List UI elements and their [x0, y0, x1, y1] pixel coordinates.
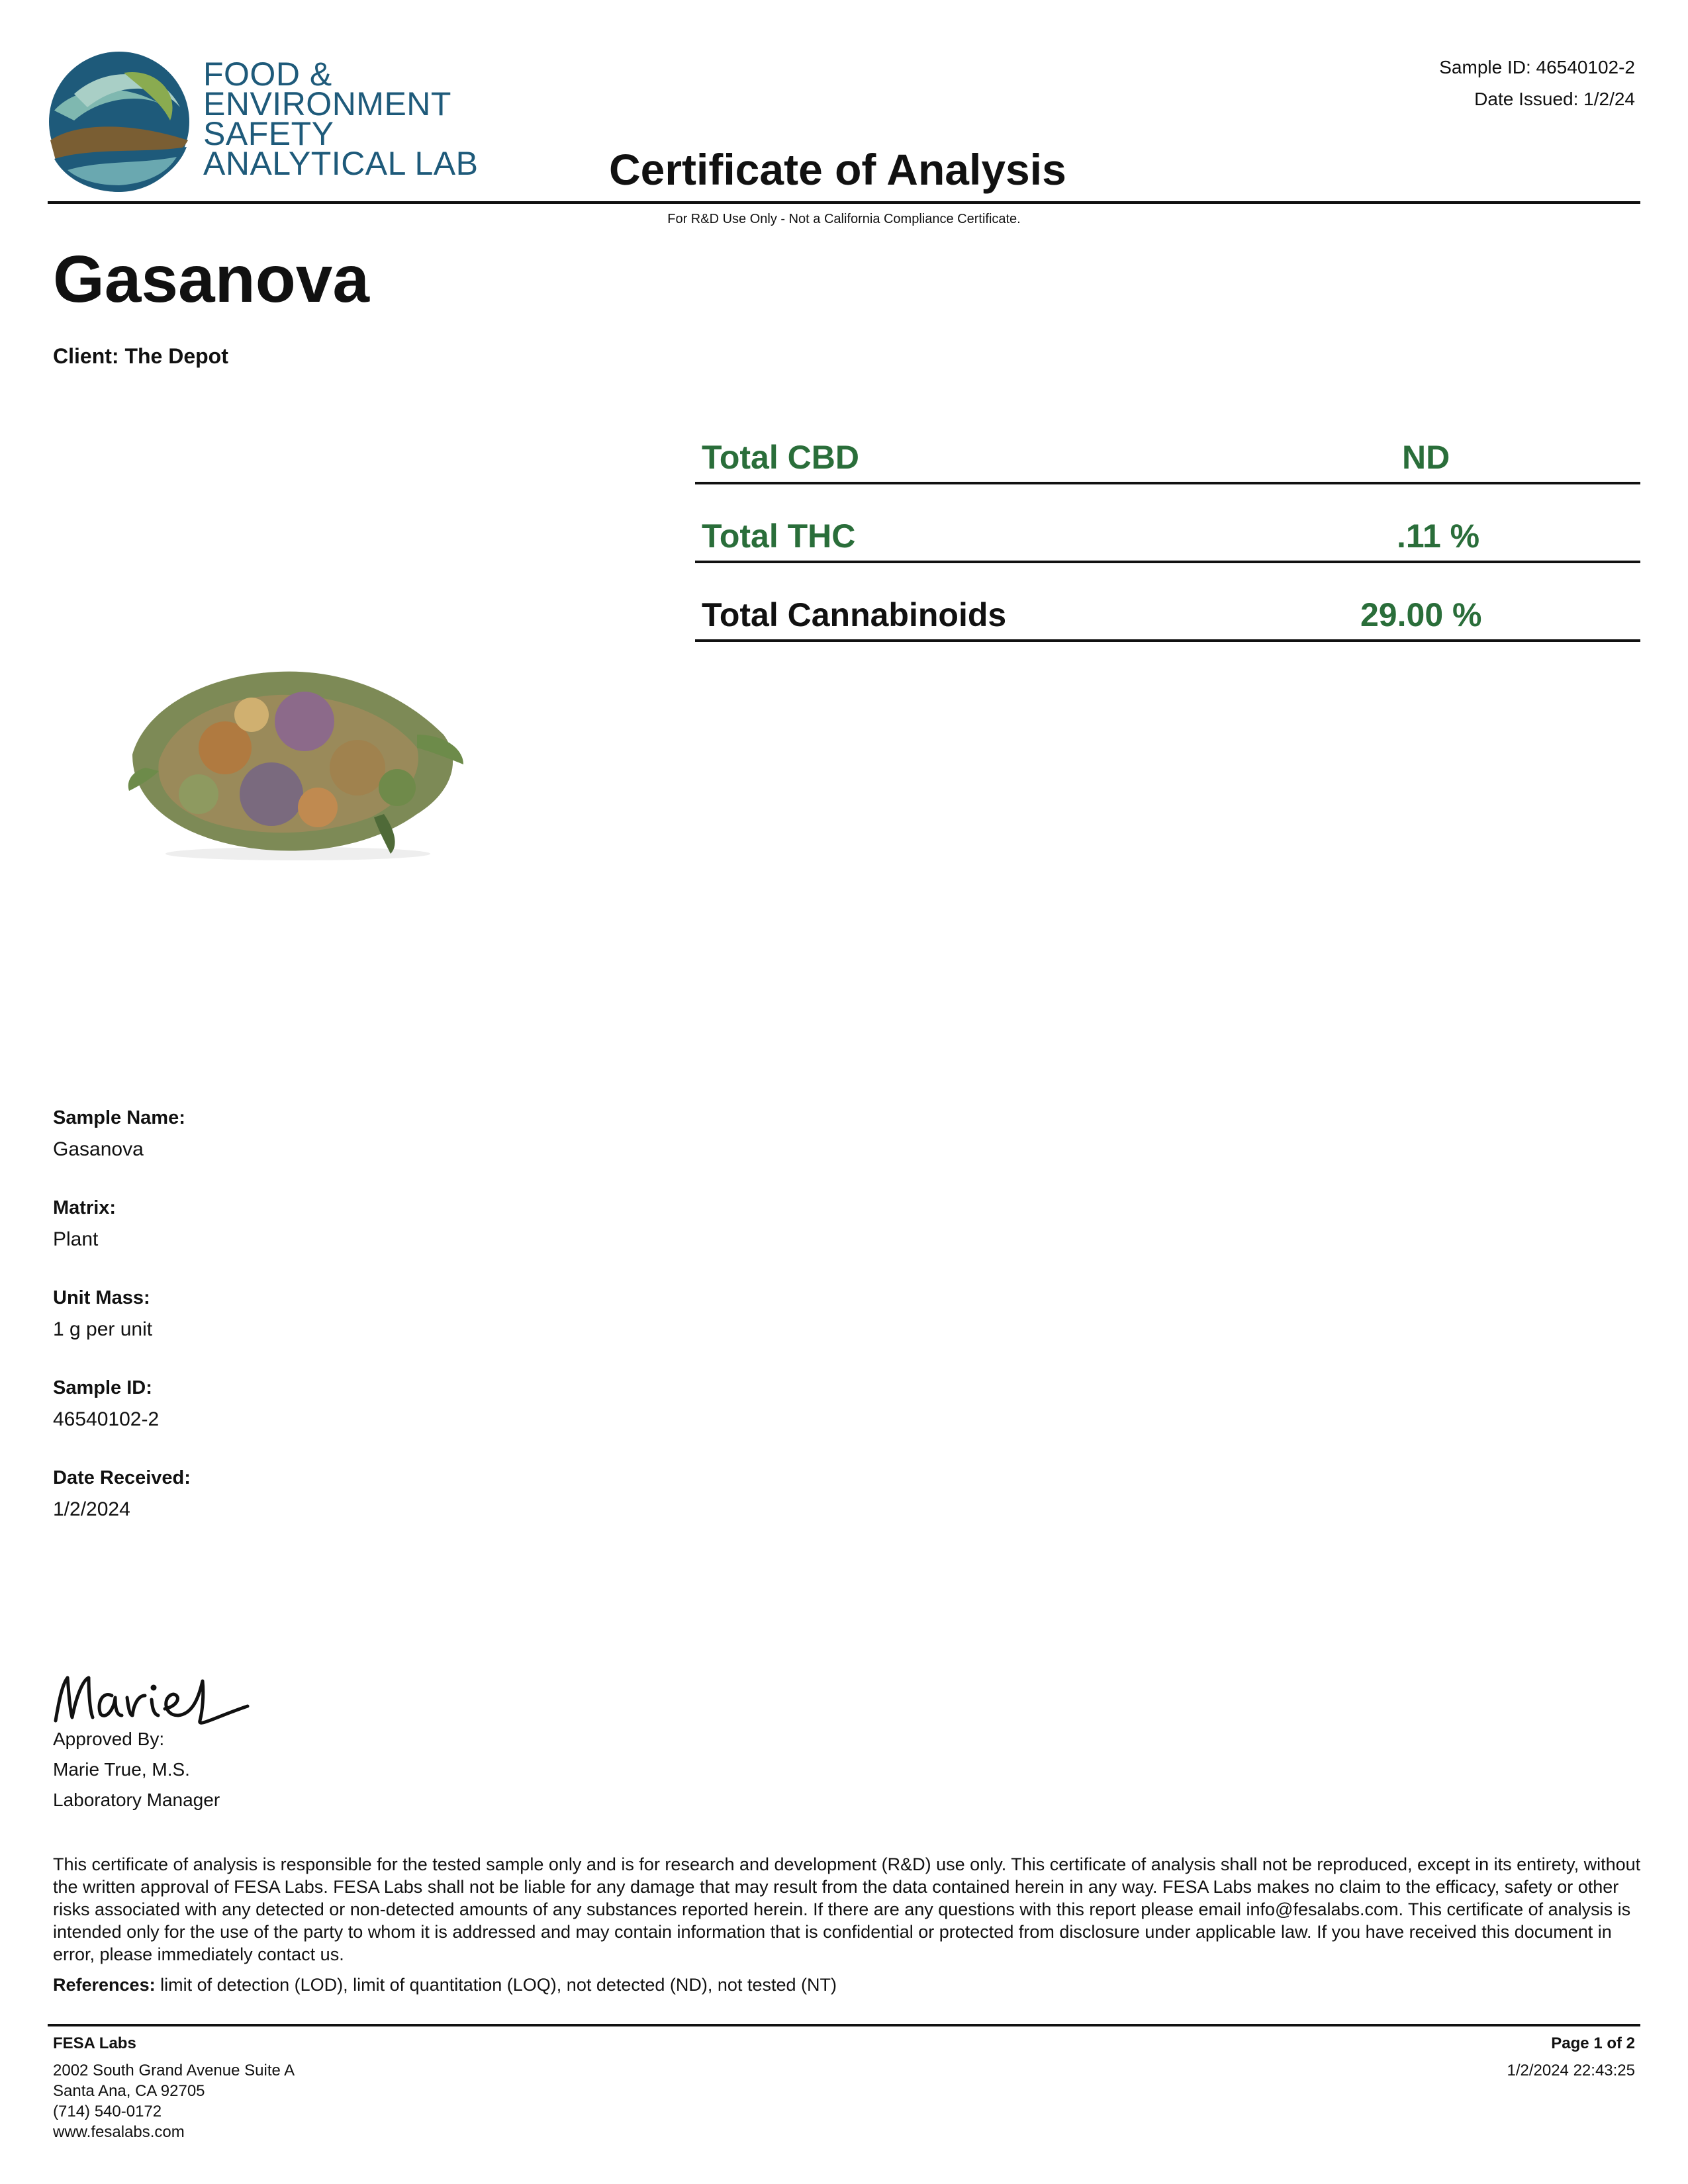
detail-unit-mass	[53, 1282, 649, 1345]
detail-date-received	[53, 1462, 649, 1525]
approved-by-label: Approved By:	[53, 1729, 165, 1749]
detail-matrix	[53, 1192, 649, 1255]
summary-value: 29.00 %	[1360, 596, 1482, 633]
client-name: Client: The Depot	[53, 344, 228, 368]
detail-label: Matrix:	[53, 1197, 117, 1218]
product-name: Gasanova	[53, 242, 370, 316]
footer-org: FESA Labs	[53, 2034, 136, 2052]
rd-use-note: For R&D Use Only - Not a California Compliance Certificate.	[667, 212, 1021, 226]
logo-line: FOOD &	[203, 56, 332, 93]
summary-row-total-thc	[695, 482, 1640, 563]
detail-sample-id	[53, 1372, 649, 1435]
sample-id-meta: Sample ID: 46540102-2	[1439, 57, 1635, 77]
detail-value: 1/2/2024	[53, 1498, 130, 1520]
logo-line: ENVIRONMENT	[203, 85, 451, 122]
logo-line: SAFETY	[203, 115, 334, 152]
detail-label: Date Received:	[53, 1467, 191, 1488]
footer-phone: (714) 540-0172	[53, 2103, 162, 2120]
detail-value: Gasanova	[53, 1138, 144, 1160]
detail-label: Unit Mass:	[53, 1287, 150, 1308]
footer-timestamp: 1/2/2024 22:43:25	[1507, 2062, 1635, 2079]
page-title: Certificate of Analysis	[609, 145, 1066, 194]
footer-address	[53, 2033, 295, 2142]
summary-label: Total THC	[702, 518, 856, 555]
document-meta	[1439, 52, 1635, 115]
summary-row-total-cannabinoids	[695, 561, 1640, 642]
product-photo	[106, 635, 477, 874]
summary-row-total-cbd	[695, 404, 1640, 484]
approver-role: Laboratory Manager	[53, 1790, 220, 1810]
footer-divider	[48, 2024, 1640, 2026]
detail-label: Sample ID:	[53, 1377, 152, 1398]
footer-address-line: Santa Ana, CA 92705	[53, 2082, 205, 2100]
lab-logo	[48, 48, 479, 193]
detail-sample-name	[53, 1102, 649, 1165]
detail-label: Sample Name:	[53, 1107, 185, 1128]
date-issued: Date Issued: 1/2/24	[1474, 89, 1635, 109]
summary-value: .11 %	[1397, 518, 1480, 555]
header-divider	[48, 201, 1640, 204]
page-number: Page 1 of 2	[1551, 2034, 1635, 2052]
footer-website: www.fesalabs.com	[53, 2123, 185, 2141]
summary-value: ND	[1402, 439, 1450, 476]
detail-value: 46540102-2	[53, 1408, 160, 1430]
references	[53, 1974, 1642, 1996]
signature-image	[49, 1655, 261, 1734]
logo-line: ANALYTICAL LAB	[203, 145, 479, 182]
references-label: References:	[53, 1975, 156, 1995]
summary-label: Total CBD	[702, 439, 859, 476]
footer-page-info	[1507, 2033, 1635, 2081]
footer-address-line: 2002 South Grand Avenue Suite A	[53, 2062, 295, 2079]
approval-block	[53, 1724, 220, 1815]
sample-details	[53, 1102, 649, 1552]
references-text: limit of detection (LOD), limit of quantitation (LOQ), not detected (ND), not tested (NT)	[155, 1975, 837, 1995]
disclaimer-text: This certificate of analysis is responsible for the tested sample only and is for research and development (R&D) use only. This certificate of analysis shall not be reproduced, except in its entirety, without the written approval of FESA Labs. FESA Labs shall not be liable for any damage that may result from the data contained herein in any way. FESA Labs makes no claim to the efficacy, safety or other risks associated with any detected or non-detected amounts of any substances reported herein. If there are any questions with this report please email info@fesalabs.com. This certificate of analysis is intended only for the use of the party to whom it is addressed and may contain information that is confidential or protected from disclosure under applicable law. If you have received this document in error, please immediately contact us.	[53, 1854, 1641, 1964]
detail-value: Plant	[53, 1228, 99, 1250]
lab-logo-mark	[48, 48, 193, 193]
detail-value: 1 g per unit	[53, 1318, 153, 1340]
logo-wordmark	[203, 56, 479, 182]
approver-name: Marie True, M.S.	[53, 1759, 190, 1780]
summary-label: Total Cannabinoids	[702, 596, 1007, 633]
